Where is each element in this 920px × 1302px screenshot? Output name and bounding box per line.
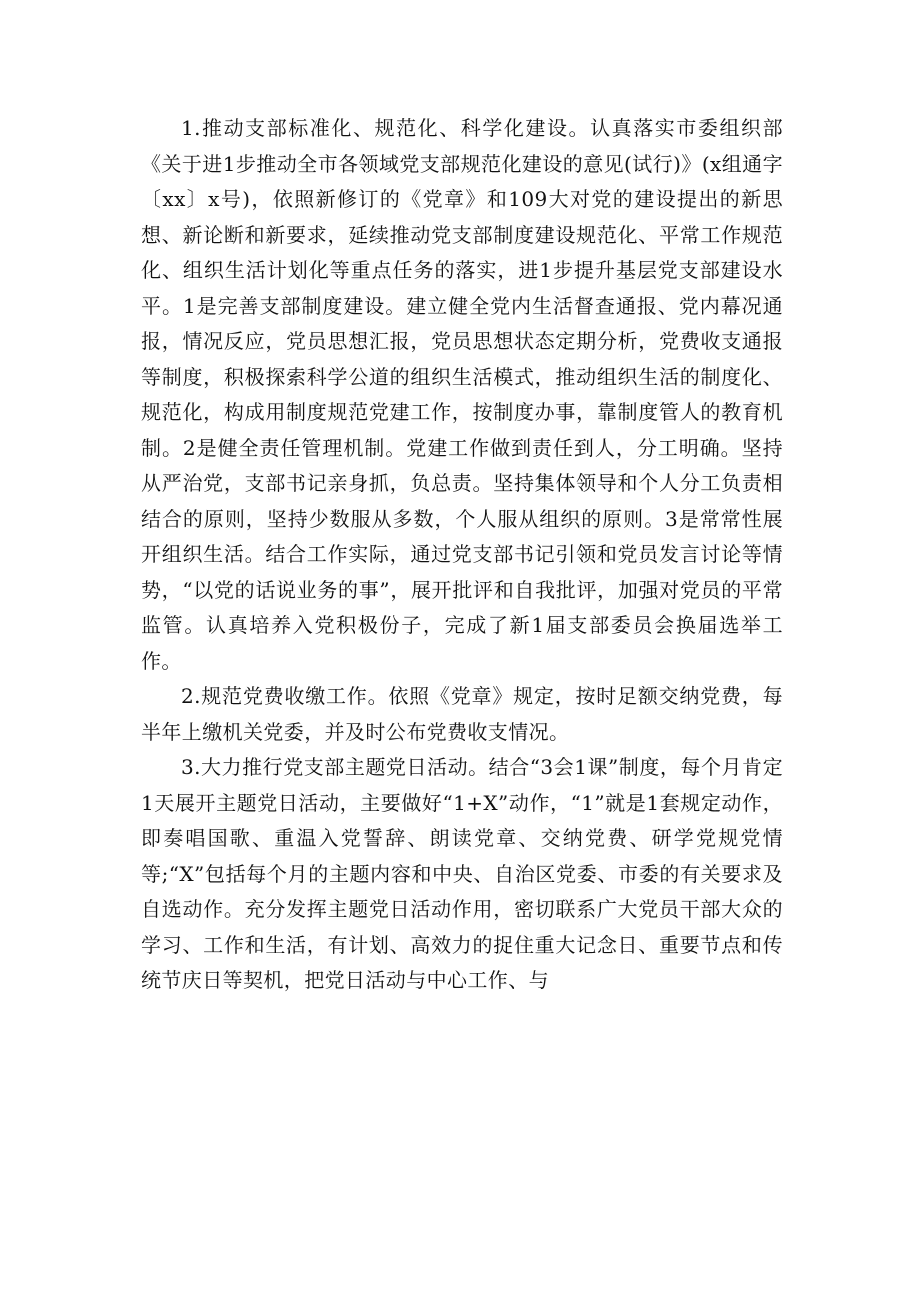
paragraph-party-dues: 2.规范党费收缴工作。依照《党章》规定，按时足额交纳党费，每半年上缴机关党委，并及时公布党费收支情况。 [141,684,783,744]
paragraph-party-branch-standardization: 1.推动支部标准化、规范化、科学化建设。认真落实市委组织部《关于进1步推动全市各领域党支部规范化建设的意见(试行)》(x组通字〔xx〕x号)，依照新修订的《党章》和109大对党的建设提出的新思想、新论断和新要求，延续推动党支部制度建设规范化、平常工作规范化、组织生活计划化等重点任务的落实，进1步提升基层党支部建设水平。1是完善支部制度建设。建立健全党内生活督查通报、党内幕况通报，情况反应，党员思想汇报，党员思想状态定期分析，党费收支通报等制度，积极探索科学公道的组织生活模式，推动组织生活的制度化、规范化，构成用制度规范党建工作，按制度办事，靠制度管人的教育机制。2是健全责任管理机制。党建工作做到责任到人，分工明确。坚持从严治党，支部书记亲身抓，负总责。坚持集体领导和个人分工负责相结合的原则，坚持少数服从多数，个人服从组织的原则。3是常常性展开组织生活。结合工作实际，通过党支部书记引领和党员发言讨论等情势，“以党的话说业务的事”，展开批评和自我批评，加强对党员的平常监管。认真培养入党积极份子，完成了新1届支部委员会换届选举工作。 [141,116,783,673]
document-body [141,111,783,999]
paragraph-theme-party-day: 3.大力推行党支部主题党日活动。结合“3会1课”制度，每个月肯定1天展开主题党日活动，主要做好“1+X”动作，“1”就是1套规定动作，即奏唱国歌、重温入党誓辞、朗读党章、交纳党费、研学党规党情等;“X”包括每个月的主题内容和中央、自治区党委、市委的有关要求及自选动作。充分发挥主题党日活动作用，密切联系广大党员干部大众的学习、工作和生活，有计划、高效力的捉住重大记念日、重要节点和传统节庆日等契机，把党日活动与中心工作、与 [141,755,783,992]
